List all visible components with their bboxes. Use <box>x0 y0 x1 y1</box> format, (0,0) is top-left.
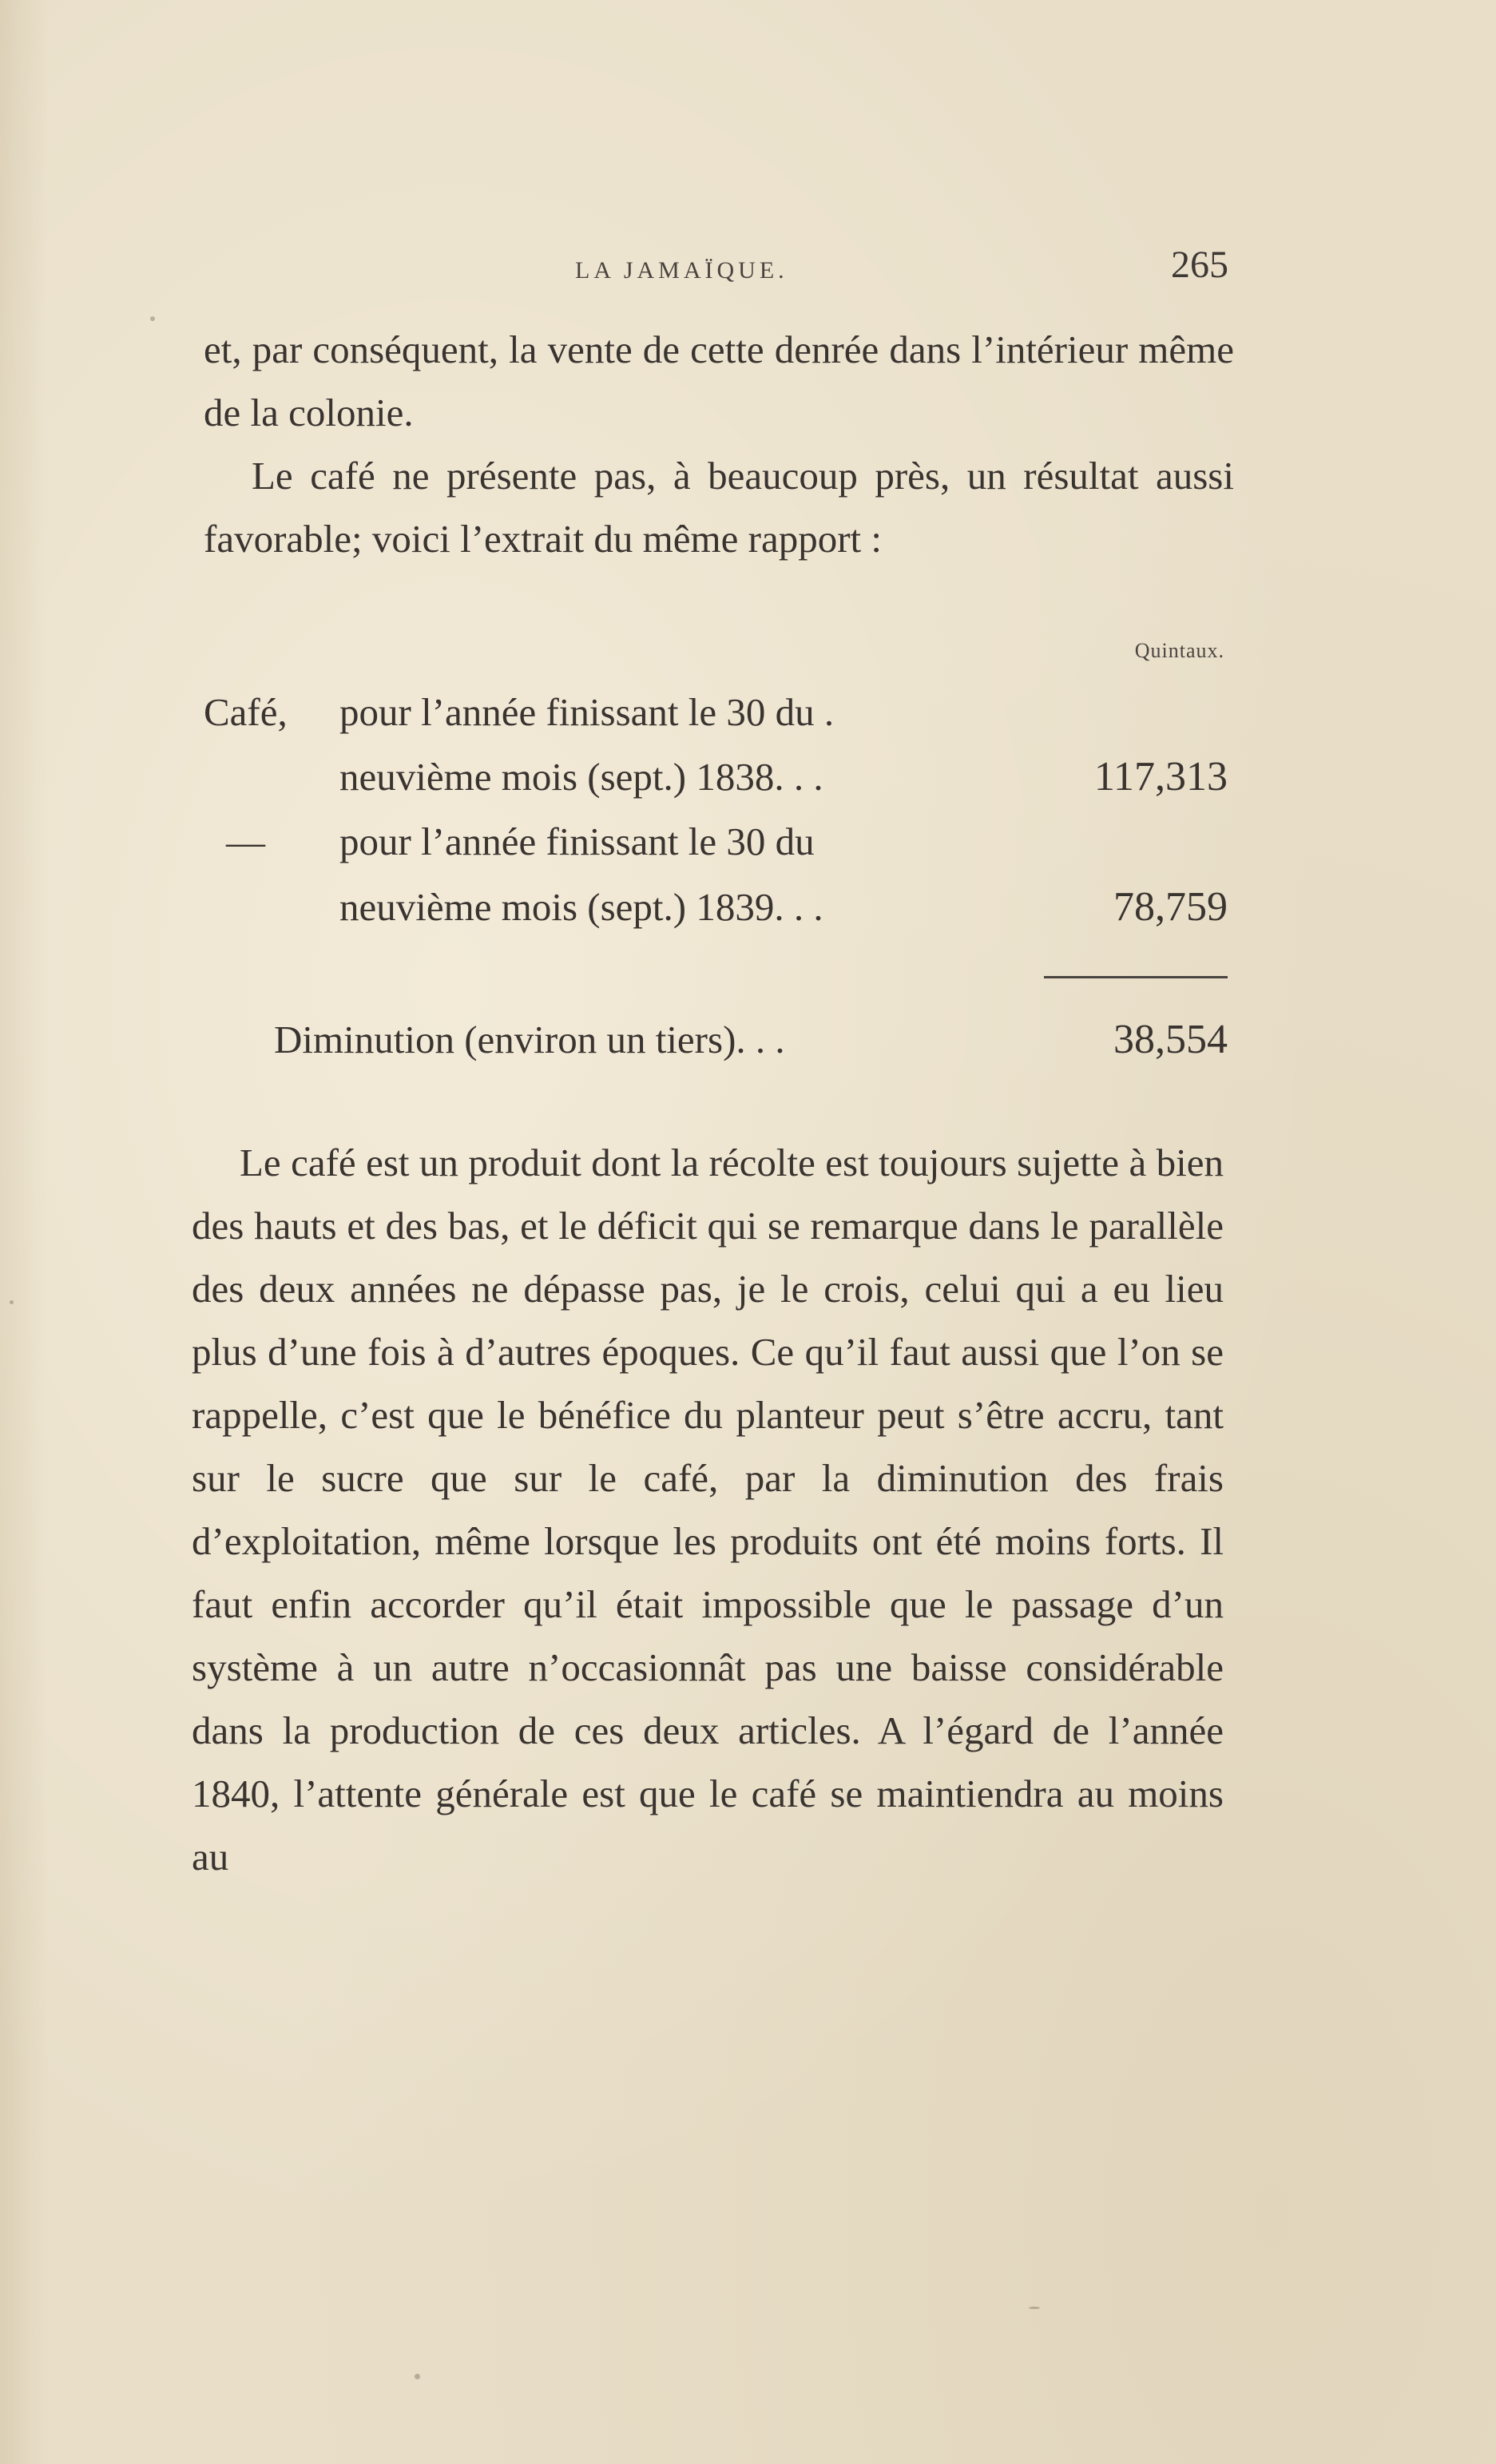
opening-text <box>204 318 1234 570</box>
paragraph-coffee-harvest: Le café est un produit dont la récolte est toujours sujette à bien des hauts et des bas, et le déficit qui se remarque dans le parallèle des deux années ne dépasse pas, je le crois, celui qui a eu lieu plus d’une fois à d’autres époques. Ce qu’il faut aussi que l’on se rappelle, c’est que le bénéfice du planteur peut s’être accru, tant sur le sucre que sur le café, par la diminution des frais d’exploitation, même lorsque les produits ont été moins forts. Il faut enfin accorder qu’il était impossible que le passage d’un système à un autre n’occasionnât pas une baisse considérable dans la production de ces deux articles. A l’égard de l’année 1840, l’attente générale est que le café se maintiendra au moins au <box>192 1141 1224 1879</box>
paper-speck <box>10 1300 14 1304</box>
total-value: 38,554 <box>1113 1017 1228 1062</box>
row1-line1: pour l’année finissant le 30 du . <box>339 690 835 734</box>
paper-speck <box>150 316 155 321</box>
sum-rule <box>1044 976 1228 978</box>
page-header <box>184 244 1238 297</box>
row2-line1: pour l’année finissant le 30 du <box>339 819 815 863</box>
row1-value: 117,313 <box>1093 754 1228 800</box>
paragraph-coffee-intro: Le café ne présente pas, à beaucoup près, un résultat aussi favorable; voici l’extrait du même rapport : <box>204 454 1234 561</box>
page-number: 265 <box>1171 244 1228 286</box>
unit-label: Quintaux. <box>1134 639 1224 662</box>
closing-text <box>192 1131 1224 1888</box>
paragraph-continuation: et, par conséquent, la vente de cette denrée dans l’intérieur même de la colonie. <box>204 327 1234 434</box>
row2-line2: neuvième mois (sept.) 1839. . . <box>339 885 823 929</box>
paper-speck <box>415 2374 420 2379</box>
total-label: Diminution (environ un tiers). . . <box>274 1018 785 1061</box>
running-title: LA JAMAÏQUE. <box>575 257 788 284</box>
row2-value: 78,759 <box>1113 884 1228 930</box>
row1-line2: neuvième mois (sept.) 1838. . . <box>339 755 823 799</box>
row2-lead: — <box>226 819 265 863</box>
row1-lead: Café, <box>204 690 288 734</box>
paper-speck <box>1029 2307 1040 2309</box>
